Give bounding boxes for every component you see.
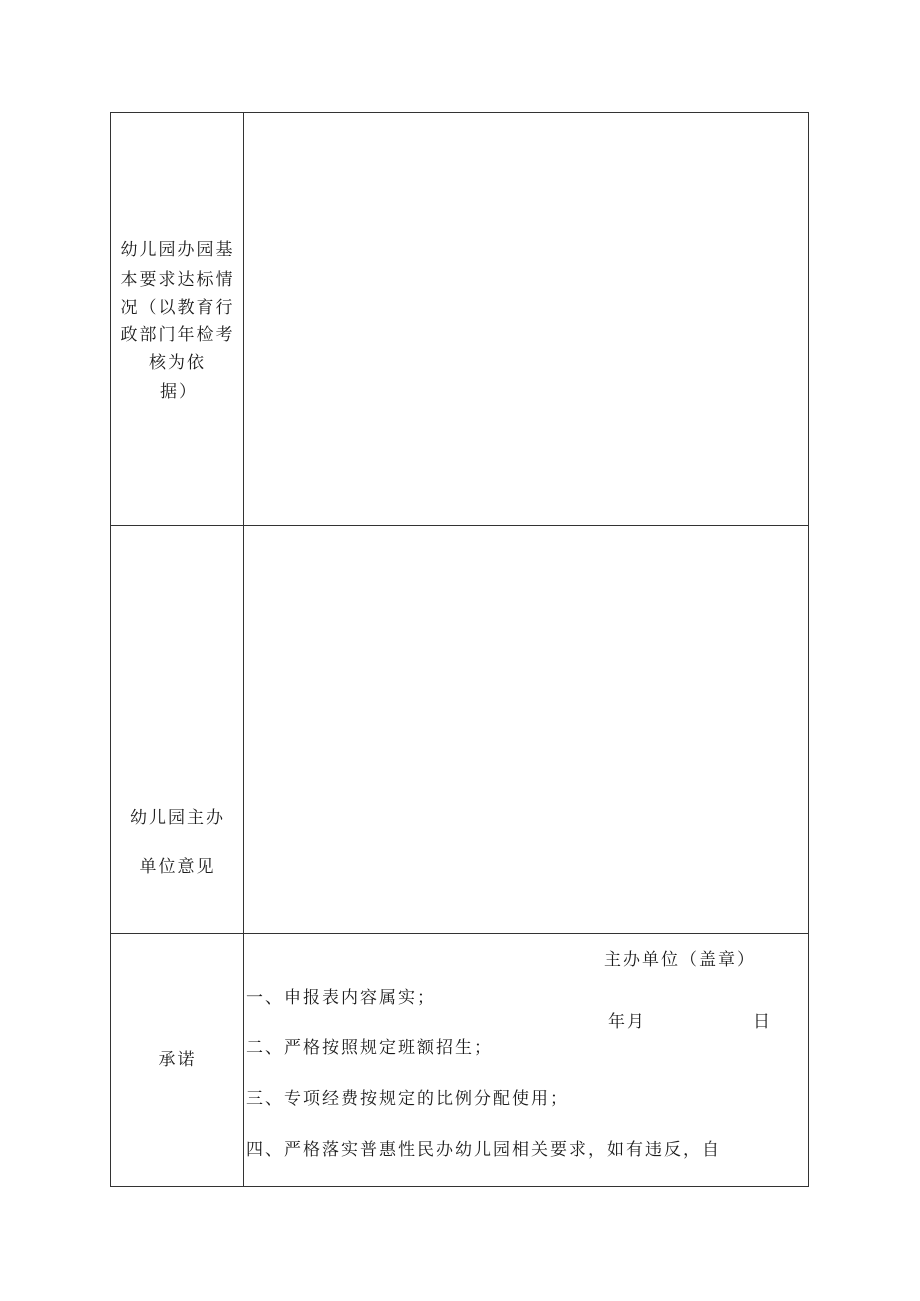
standards-compliance-content-cell[interactable] bbox=[244, 113, 808, 525]
commitment-row bbox=[111, 933, 808, 1187]
standards-compliance-label-cell bbox=[111, 113, 244, 525]
application-form-table bbox=[110, 112, 809, 1187]
commitment-item-4: 四、严格落实普惠性民办幼儿园相关要求，如有违反，自 bbox=[246, 1140, 721, 1160]
sponsor-seal-text: 主办单位（盖章） bbox=[604, 950, 756, 970]
standards-label-line-2: 本要求达标情 bbox=[120, 270, 235, 290]
commitment-label: 承诺 bbox=[158, 1050, 197, 1070]
commitment-item-1: 一、申报表内容属实； bbox=[246, 988, 436, 1008]
standards-label-line-1: 幼儿园办园基 bbox=[120, 240, 235, 260]
standards-label-line-4: 政部门年检考 bbox=[120, 325, 235, 345]
standards-label-line-6: 据） bbox=[160, 382, 198, 402]
date-day-label: 日 bbox=[753, 1012, 772, 1032]
sponsor-label-line-2: 单位意见 bbox=[139, 857, 216, 877]
commitment-label-cell bbox=[111, 934, 244, 1187]
date-year-month-label: 年月 bbox=[608, 1012, 646, 1032]
standards-label-line-5: 核为依 bbox=[149, 353, 206, 373]
standards-compliance-row bbox=[111, 113, 808, 525]
commitment-item-2: 二、严格按照规定班额招生； bbox=[246, 1038, 493, 1058]
standards-label-line-3: 况（以教育行 bbox=[120, 298, 235, 318]
commitment-content-cell bbox=[244, 934, 808, 1187]
sponsor-opinion-label-cell bbox=[111, 526, 244, 933]
commitment-item-3: 三、专项经费按规定的比例分配使用； bbox=[246, 1089, 569, 1109]
sponsor-label-line-1: 幼儿园主办 bbox=[130, 808, 225, 828]
